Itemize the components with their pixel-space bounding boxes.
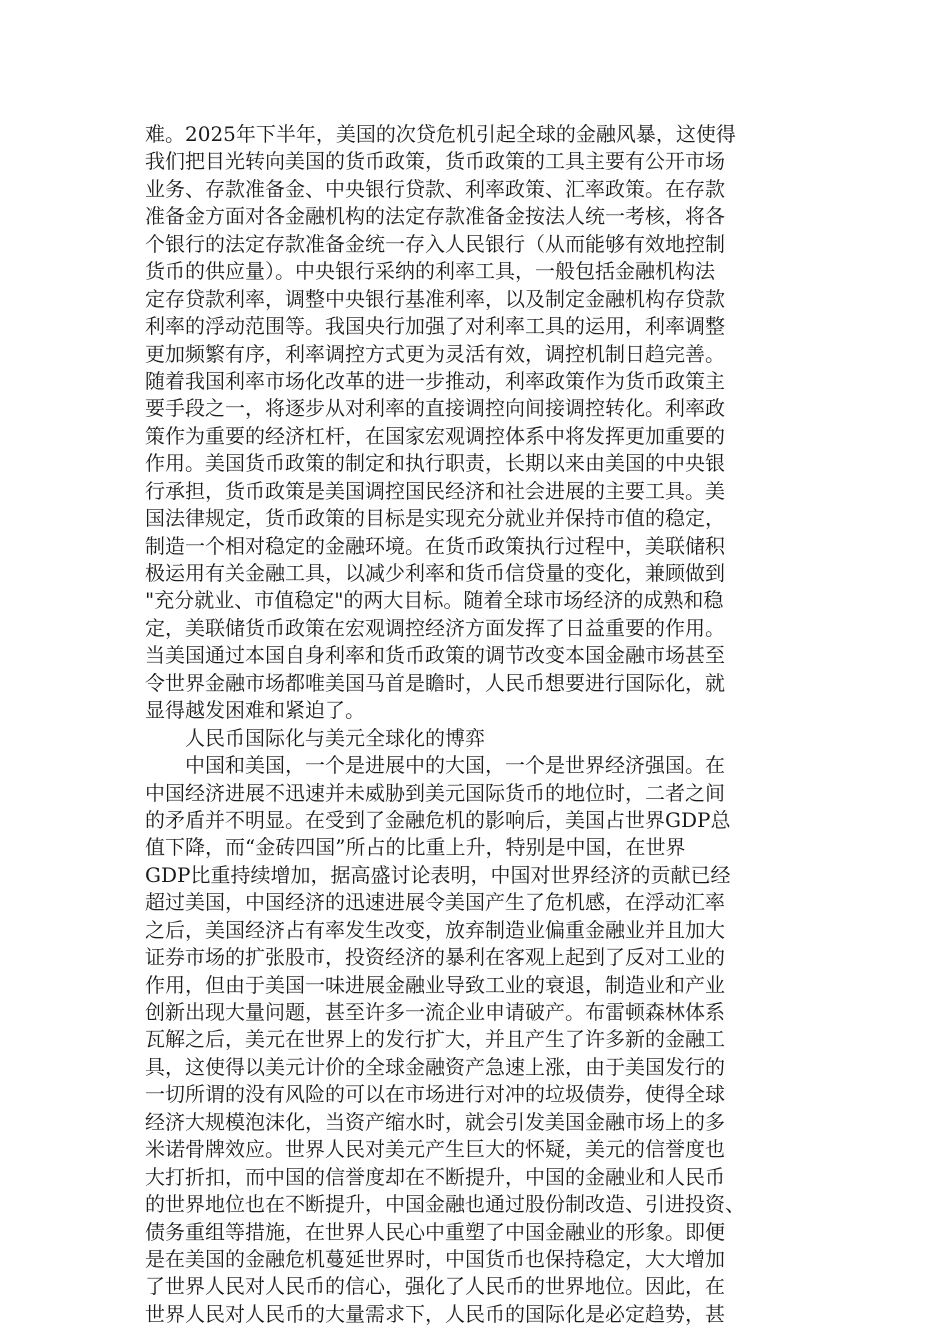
text-line: 当美国通过本国自身利率和货币政策的调节改变本国金融市场甚至 xyxy=(145,643,725,668)
text-line: 显得越发困难和紧迫了。 xyxy=(145,698,365,723)
text-line: 随着我国利率市场化改革的进一步推动，利率政策作为货币政策主 xyxy=(145,368,725,393)
document-page xyxy=(145,121,805,1328)
text-line: 一切所谓的没有风险的可以在市场进行对冲的垃圾债券，使得全球 xyxy=(145,1082,725,1107)
text-line: 大打折扣，而中国的信誉度却在不断提升，中国的金融业和人民币 xyxy=(145,1164,725,1189)
text-line: 个银行的法定存款准备金统一存入人民银行（从而能够有效地控制 xyxy=(145,231,725,256)
text-line: 极运用有关金融工具，以减少利率和货币信贷量的变化，兼顾做到 xyxy=(145,561,725,585)
text-line: 是在美国的金融危机蔓延世界时，中国货币也保持稳定，大大增加 xyxy=(145,1246,725,1271)
text-line: 值下降，而“金砖四国”所占的比重上升，特别是中国，在世界 xyxy=(145,835,686,860)
text-line: 货币的供应量）。中央银行采纳的利率工具，一般包括金融机构法 xyxy=(145,259,715,284)
text-line: 准备金方面对各金融机构的法定存款准备金按法人统一考核，将各 xyxy=(145,204,725,229)
text-line: 瓦解之后，美元在世界上的发行扩大，并且产生了许多新的金融工 xyxy=(145,1027,725,1052)
text-line: 之后，美国经济占有率发生改变，放弃制造业偏重金融业并且加大 xyxy=(145,917,725,942)
text-line: 作用。美国货币政策的制定和执行职责，长期以来由美国的中央银 xyxy=(145,451,725,476)
text-line: 世界人民对人民币的大量需求下，人民币的国际化是必定趋势，甚 xyxy=(145,1301,725,1326)
text-line: 中国和美国，一个是进展中的大国，一个是世界经济强国。在 xyxy=(185,753,725,778)
text-line: GDP比重持续增加，据高盛讨论表明，中国对世界经济的贡献已经 xyxy=(145,862,731,887)
text-line: 证券市场的扩张股市，投资经济的暴利在客观上起到了反对工业的 xyxy=(145,945,725,970)
text-line: 令世界金融市场都唯美国马首是瞻时，人民币想要进行国际化，就 xyxy=(145,670,725,695)
text-line: 债务重组等措施，在世界人民心中重塑了中国金融业的形象。即便 xyxy=(145,1219,725,1244)
text-line: 我们把目光转向美国的货币政策，货币政策的工具主要有公开市场 xyxy=(145,149,725,174)
text-line: 经济大规模泡沫化，当资产缩水时，就会引发美国金融市场上的多 xyxy=(145,1109,725,1134)
text-line: 业务、存款准备金、中央银行贷款、利率政策、汇率政策。在存款 xyxy=(145,176,725,201)
text-line: 具，这使得以美元计价的全球金融资产急速上涨，由于美国发行的 xyxy=(145,1054,725,1079)
text-line: 米诺骨牌效应。世界人民对美元产生巨大的怀疑，美元的信誉度也 xyxy=(145,1137,725,1162)
text-line: 制造一个相对稳定的金融环境。在货币政策执行过程中，美联储积 xyxy=(145,533,725,558)
text-line: 国法律规定，货币政策的目标是实现充分就业并保持市值的稳定， xyxy=(145,506,725,531)
text-line: 的矛盾并不明显。在受到了金融危机的影响后，美国占世界GDP总 xyxy=(145,807,731,832)
text-line: 创新出现大量问题，甚至许多一流企业申请破产。布雷顿森林体系 xyxy=(145,1000,725,1024)
text-line: "充分就业、市值稳定"的两大目标。随着全球市场经济的成熟和稳 xyxy=(145,588,724,613)
text-line: 行承担，货币政策是美国调控国民经济和社会进展的主要工具。美 xyxy=(145,478,725,503)
text-line: 利率的浮动范围等。我国央行加强了对利率工具的运用，利率调整 xyxy=(145,314,725,339)
text-line: 的世界地位也在不断提升，中国金融也通过股份制改造、引进投资、 xyxy=(145,1192,745,1217)
text-line: 定存贷款利率，调整中央银行基准利率，以及制定金融机构存贷款 xyxy=(145,286,725,311)
text-line: 要手段之一，将逐步从对利率的直接调控向间接调控转化。利率政 xyxy=(145,396,725,421)
text-line: 作用，但由于美国一味进展金融业导致工业的衰退，制造业和产业 xyxy=(145,972,725,997)
text-line: 难。2025年下半年，美国的次贷危机引起全球的金融风暴，这使得 xyxy=(145,122,736,146)
section-heading: 人民币国际化与美元全球化的博弈 xyxy=(185,725,485,750)
text-line: 更加频繁有序，利率调控方式更为灵活有效，调控机制日趋完善。 xyxy=(145,341,725,366)
text-line: 超过美国，中国经济的迅速进展令美国产生了危机感，在浮动汇率 xyxy=(145,890,725,915)
text-line: 中国经济进展不迅速并未威胁到美元国际货币的地位时，二者之间 xyxy=(145,780,725,805)
text-line: 定，美联储货币政策在宏观调控经济方面发挥了日益重要的作用。 xyxy=(145,615,725,640)
text-line: 了世界人民对人民币的信心，强化了人民币的世界地位。因此，在 xyxy=(145,1274,725,1299)
text-line: 策作为重要的经济杠杆，在国家宏观调控体系中将发挥更加重要的 xyxy=(145,423,725,448)
